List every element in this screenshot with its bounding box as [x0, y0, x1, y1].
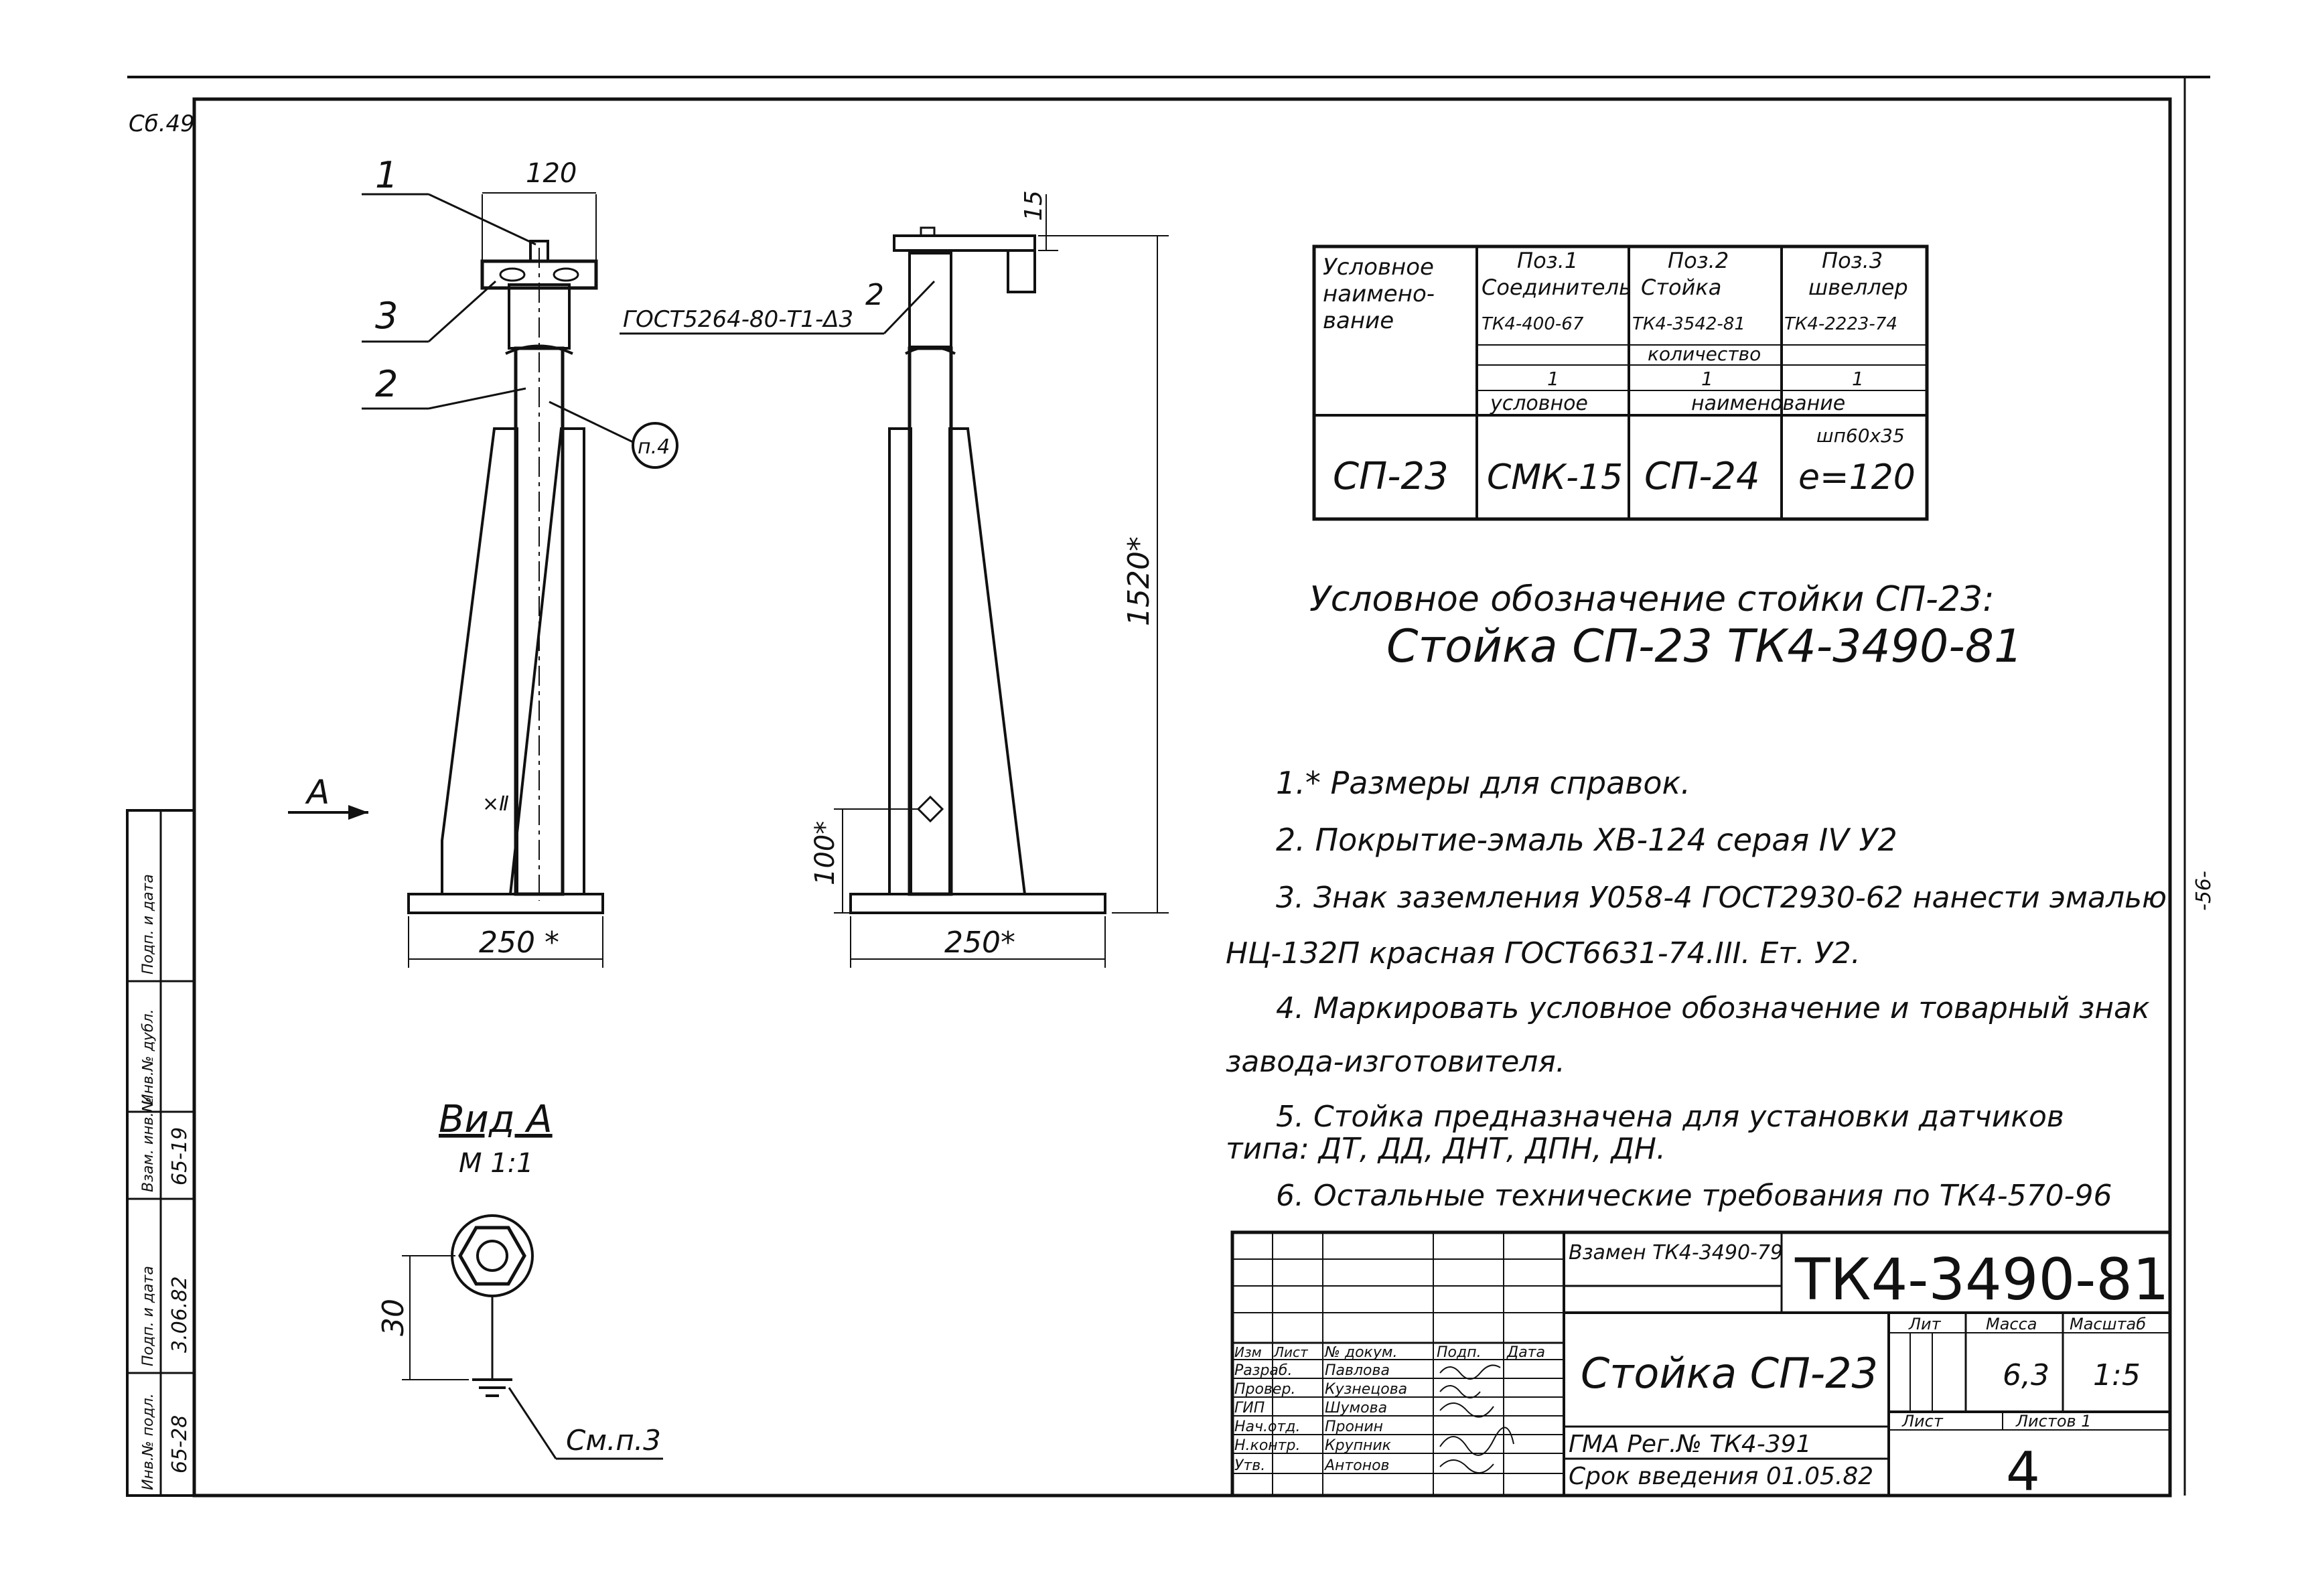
- tb-role-6: Утв.: [1234, 1457, 1266, 1474]
- signature-3: [1440, 1403, 1494, 1417]
- side-base-plate: [851, 894, 1105, 913]
- spec-h2-name: Стойка: [1641, 275, 1722, 300]
- weld-note: ГОСТ5264-80-Т1-Δ3: [623, 306, 854, 333]
- tb-col-head-2: Лист: [1274, 1344, 1308, 1360]
- spec-row-c3: СП-24: [1644, 455, 1760, 498]
- side-gusset-right: [950, 429, 1025, 894]
- signature-1: [1440, 1365, 1500, 1379]
- side-channel-lip: [1008, 250, 1035, 292]
- dim-1520: 1520*: [1122, 536, 1156, 626]
- callout-2-leader: [429, 388, 526, 409]
- tb-scale: 1:5: [2093, 1358, 2141, 1392]
- corner-ref: Сб.49: [129, 111, 195, 137]
- note-5-cont: типа: ДТ, ДД, ДНТ, ДПН, ДН.: [1226, 1132, 1666, 1166]
- tb-role-1: Разраб.: [1234, 1362, 1293, 1379]
- view-arrow-label: А: [307, 773, 330, 812]
- spec-h2-pos: Поз.2: [1668, 248, 1729, 273]
- spec-qty-3: 1: [1852, 368, 1864, 390]
- spec-qty-2: 1: [1701, 368, 1713, 390]
- spec-h1-name: Соединитель: [1482, 275, 1632, 300]
- side-gusset-left: [889, 429, 911, 894]
- left-stamp-col-5: Подп. и дата: [140, 874, 157, 974]
- note-4-cont: завода-изготовителя.: [1226, 1045, 1565, 1079]
- side-channel-top: [894, 236, 1035, 250]
- note-6: 6. Остальные технические требования по ТК4-570-96: [1276, 1179, 2112, 1213]
- tb-hdr-sheets: Листов 1: [2016, 1412, 2092, 1431]
- front-gusset-left: [442, 429, 517, 894]
- tb-hdr-lit: Лит: [1909, 1315, 1941, 1333]
- spec-name-row-1: условное: [1490, 392, 1588, 415]
- note-3-cont: НЦ-132П красная ГОСТ6631-74.III. Ет. У2.: [1226, 936, 1861, 970]
- spec-row-c4: е=120: [1798, 457, 1916, 498]
- note-4: 4. Маркировать условное обозначение и товарный знак: [1276, 991, 2150, 1025]
- front-dim-base: 250 *: [479, 926, 559, 960]
- spec-table: [1314, 246, 1927, 519]
- spec-row-c2: СМК-15: [1487, 457, 1624, 498]
- tb-role-2: Провер.: [1234, 1381, 1296, 1398]
- spec-h3-name: швеллер: [1808, 275, 1908, 300]
- spec-head-c1-l2: наимено-: [1323, 281, 1435, 307]
- view-a-bolt: [478, 1241, 507, 1271]
- side-mark: -56-: [2192, 871, 2216, 911]
- view-a-hex-nut: [460, 1228, 524, 1284]
- tb-hdr-mass: Масса: [1986, 1315, 2037, 1333]
- signature-5: [1440, 1460, 1494, 1473]
- weld-callout: 2: [865, 278, 884, 312]
- left-stamp-col-2: Подп. и дата: [140, 1266, 157, 1366]
- spec-head-c1-l3: вание: [1323, 307, 1394, 334]
- note-1: 1.* Размеры для справок.: [1276, 765, 1690, 801]
- spec-name-row-2: наименование: [1691, 392, 1846, 415]
- side-tube: [910, 348, 951, 894]
- left-stamp-col-4: Инв.№ дубл.: [140, 1009, 157, 1105]
- tb-sheet-number: 4: [2006, 1441, 2040, 1503]
- callout-3: 3: [375, 295, 399, 337]
- tb-name-4: Пронин: [1325, 1419, 1384, 1435]
- view-a-scale: М 1:1: [459, 1148, 534, 1179]
- front-gusset-right: [510, 429, 584, 894]
- tb-doc-number: ТК4-3490-81: [1795, 1246, 2169, 1313]
- tb-hdr-scale: Масштаб: [2070, 1315, 2147, 1333]
- tb-col-head-5: Дата: [1507, 1344, 1545, 1361]
- dim-100: 100*: [810, 820, 841, 885]
- tb-name-5: Крупник: [1325, 1437, 1391, 1454]
- tb-col-head-4: Подп.: [1437, 1344, 1482, 1361]
- tb-role-3: ГИП: [1234, 1400, 1265, 1417]
- weld-symbol: ×Ⅱ: [482, 792, 509, 816]
- side-dim-base: 250*: [944, 926, 1015, 960]
- spec-extra-note: шп60х35: [1816, 425, 1905, 447]
- note-3: 3. Знак заземления У058-4 ГОСТ2930-62 нанести эмалью: [1276, 881, 2167, 915]
- callout-3-leader: [429, 281, 496, 342]
- view-a-ref: См.п.3: [566, 1424, 661, 1457]
- spec-h3-pos: Поз.3: [1822, 248, 1883, 273]
- tb-replaces: Взамен ТК4-3490-79: [1569, 1241, 1784, 1264]
- spec-qty-header: количество: [1648, 343, 1761, 365]
- tb-col-head-1: Изм: [1234, 1344, 1262, 1360]
- view-arrow-head: [348, 805, 368, 820]
- left-stamp-col-3: Взам. инв.№: [140, 1096, 157, 1192]
- callout-1: 1: [375, 154, 399, 196]
- left-stamp: [127, 810, 194, 1496]
- technical-notes: [1226, 765, 2167, 1213]
- side-view: [620, 190, 1169, 968]
- spec-qty-1: 1: [1547, 368, 1559, 390]
- spec-head-c1-l1: Условное: [1323, 254, 1434, 281]
- tb-title: Стойка СП-23: [1581, 1349, 1878, 1398]
- spec-row-c1: СП-23: [1333, 455, 1449, 498]
- note-4-label: п.4: [638, 435, 670, 459]
- tb-role-5: Н.контр.: [1234, 1437, 1301, 1454]
- tb-mass: 6,3: [2003, 1358, 2049, 1392]
- left-stamp-val-1: 65-28: [168, 1414, 192, 1473]
- side-ground-mark: [918, 797, 942, 821]
- ref-leader: [509, 1388, 556, 1459]
- front-slot-left: [500, 269, 524, 281]
- view-a-title: Вид А: [439, 1098, 553, 1141]
- left-stamp-val-3: 65-19: [168, 1127, 192, 1185]
- note-2: 2. Покрытие-эмаль ХВ-124 серая IV У2: [1276, 822, 1897, 858]
- callout-2: 2: [375, 363, 399, 405]
- tb-col-head-3: № докум.: [1325, 1344, 1398, 1361]
- designation-line-1: Условное обозначение стойки СП-23:: [1309, 579, 1995, 620]
- spec-h1-pos: Поз.1: [1517, 248, 1579, 273]
- title-block: [1232, 1232, 2170, 1503]
- tb-role-4: Нач.отд.: [1234, 1419, 1301, 1435]
- front-base-plate: [409, 894, 603, 913]
- designation-line-2: Стойка СП-23 ТК4-3490-81: [1386, 620, 2023, 673]
- signature-2: [1440, 1386, 1480, 1398]
- tb-org: ГМА Рег.№ ТК4-391: [1569, 1431, 1812, 1458]
- tb-name-1: Павлова: [1325, 1362, 1390, 1379]
- spec-h2-doc: ТК4-3542-81: [1632, 314, 1745, 334]
- front-slot-right: [554, 269, 578, 281]
- view-a: [376, 1098, 663, 1459]
- spec-h3-doc: ТК4-2223-74: [1784, 314, 1897, 334]
- tb-name-3: Шумова: [1325, 1400, 1388, 1417]
- tb-hdr-sheet: Лист: [1902, 1412, 1943, 1431]
- tb-name-6: Антонов: [1325, 1457, 1390, 1474]
- dim-30: 30: [376, 1299, 411, 1336]
- front-view: [288, 154, 677, 968]
- tb-name-2: Кузнецова: [1325, 1381, 1408, 1398]
- dim-120: 120: [526, 158, 577, 189]
- dim-15: 15: [1020, 190, 1048, 221]
- left-stamp-col-1: Инв.№ подл.: [140, 1393, 157, 1490]
- spec-h1-doc: ТК4-400-67: [1482, 314, 1584, 334]
- note-5: 5. Стойка предназначена для установки датчиков: [1276, 1100, 2064, 1134]
- signature-4: [1440, 1427, 1514, 1455]
- left-stamp-val-2: 3.06.82: [168, 1276, 192, 1353]
- tb-date: Срок введения 01.05.82: [1569, 1463, 1874, 1490]
